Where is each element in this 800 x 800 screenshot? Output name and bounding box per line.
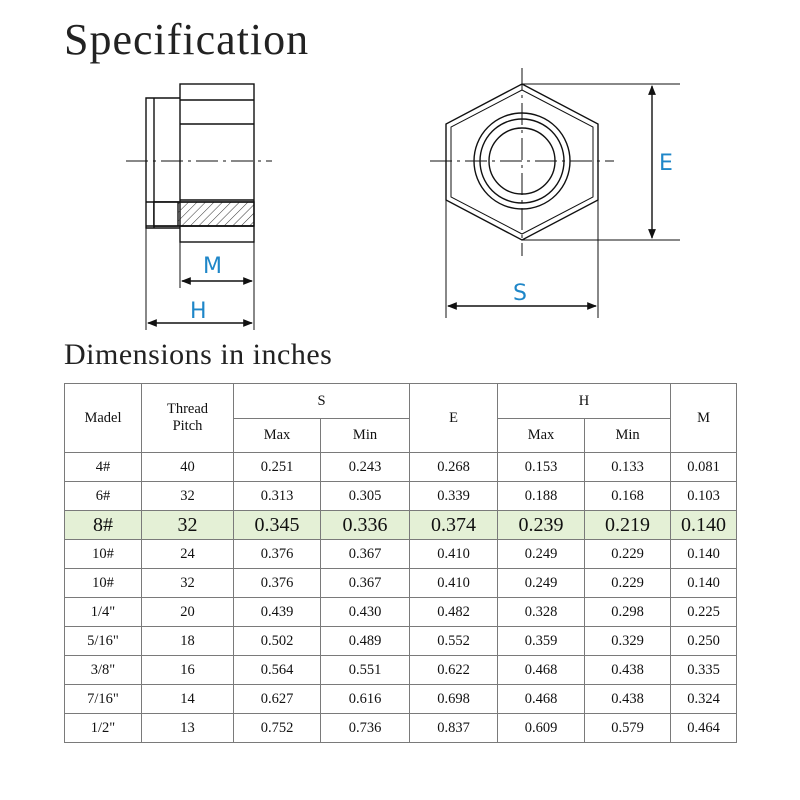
cell-pitch: 20 (142, 598, 234, 627)
cell-s-min: 0.367 (321, 569, 410, 598)
cell-s-min: 0.305 (321, 482, 410, 511)
header-h-max: Max (498, 419, 585, 453)
cell-model: 7/16" (65, 685, 142, 714)
cell-s-min: 0.243 (321, 453, 410, 482)
cell-s-max: 0.502 (234, 627, 321, 656)
cell-model: 10# (65, 540, 142, 569)
cell-m: 0.324 (671, 685, 737, 714)
cell-m: 0.103 (671, 482, 737, 511)
cell-h-max: 0.188 (498, 482, 585, 511)
cell-m: 0.140 (671, 540, 737, 569)
cell-s-max: 0.376 (234, 540, 321, 569)
cell-s-min: 0.489 (321, 627, 410, 656)
m-label: M (203, 254, 222, 279)
dimensions-table (64, 383, 737, 743)
cell-h-min: 0.229 (585, 569, 671, 598)
cell-s-min: 0.616 (321, 685, 410, 714)
nut-front-view (430, 68, 680, 318)
cell-h-min: 0.219 (585, 511, 671, 540)
header-s-min: Min (321, 419, 410, 453)
cell-pitch: 40 (142, 453, 234, 482)
cell-m: 0.225 (671, 598, 737, 627)
table-header-row (65, 384, 737, 419)
cell-s-min: 0.336 (321, 511, 410, 540)
page-title: Specification (64, 15, 310, 64)
cell-pitch: 16 (142, 656, 234, 685)
cell-s-max: 0.376 (234, 569, 321, 598)
cell-s-max: 0.752 (234, 714, 321, 743)
header-h-min: Min (585, 419, 671, 453)
table-row (65, 482, 737, 511)
header-m: M (671, 384, 737, 453)
cell-s-min: 0.430 (321, 598, 410, 627)
e-label: E (659, 151, 673, 176)
cell-model: 1/4" (65, 598, 142, 627)
h-label: H (190, 299, 207, 324)
cell-model: 6# (65, 482, 142, 511)
cell-model: 3/8" (65, 656, 142, 685)
cell-h-max: 0.153 (498, 453, 585, 482)
cell-e: 0.410 (410, 569, 498, 598)
header-model: Madel (65, 384, 142, 453)
nut-technical-drawing (0, 0, 800, 340)
cell-s-min: 0.736 (321, 714, 410, 743)
cell-pitch: 32 (142, 569, 234, 598)
cell-s-max: 0.345 (234, 511, 321, 540)
header-e: E (410, 384, 498, 453)
cell-s-max: 0.313 (234, 482, 321, 511)
cell-m: 0.081 (671, 453, 737, 482)
cell-h-min: 0.579 (585, 714, 671, 743)
cell-model: 1/2" (65, 714, 142, 743)
cell-s-max: 0.627 (234, 685, 321, 714)
cell-s-max: 0.251 (234, 453, 321, 482)
cell-pitch: 18 (142, 627, 234, 656)
table-row (65, 598, 737, 627)
cell-e: 0.268 (410, 453, 498, 482)
table-row (65, 685, 737, 714)
cell-h-max: 0.328 (498, 598, 585, 627)
table-row (65, 511, 737, 540)
cell-e: 0.552 (410, 627, 498, 656)
table-row (65, 627, 737, 656)
cell-h-max: 0.239 (498, 511, 585, 540)
table-row (65, 714, 737, 743)
nut-side-view (126, 84, 272, 330)
header-s-max: Max (234, 419, 321, 453)
cell-h-max: 0.468 (498, 685, 585, 714)
cell-s-min: 0.551 (321, 656, 410, 685)
cell-m: 0.464 (671, 714, 737, 743)
cell-h-min: 0.133 (585, 453, 671, 482)
cell-m: 0.140 (671, 511, 737, 540)
cell-h-max: 0.359 (498, 627, 585, 656)
cell-model: 10# (65, 569, 142, 598)
cell-h-max: 0.609 (498, 714, 585, 743)
header-thread-pitch (142, 384, 234, 453)
cell-m: 0.140 (671, 569, 737, 598)
cell-e: 0.374 (410, 511, 498, 540)
cell-s-min: 0.367 (321, 540, 410, 569)
cell-h-max: 0.249 (498, 569, 585, 598)
cell-h-min: 0.438 (585, 685, 671, 714)
cell-model: 8# (65, 511, 142, 540)
cell-model: 4# (65, 453, 142, 482)
cell-h-min: 0.168 (585, 482, 671, 511)
section-heading: Dimensions in inches (64, 338, 333, 371)
cell-pitch: 32 (142, 511, 234, 540)
header-thread-pitch-line2: Pitch (172, 418, 203, 434)
cell-e: 0.410 (410, 540, 498, 569)
cell-s-max: 0.564 (234, 656, 321, 685)
table-row (65, 540, 737, 569)
cell-e: 0.622 (410, 656, 498, 685)
s-label: S (513, 281, 527, 306)
cell-pitch: 32 (142, 482, 234, 511)
cell-e: 0.339 (410, 482, 498, 511)
cell-pitch: 14 (142, 685, 234, 714)
cell-e: 0.837 (410, 714, 498, 743)
cell-m: 0.250 (671, 627, 737, 656)
table-row (65, 569, 737, 598)
cell-m: 0.335 (671, 656, 737, 685)
table-row (65, 453, 737, 482)
cell-pitch: 13 (142, 714, 234, 743)
header-h: H (498, 384, 671, 419)
cell-h-max: 0.468 (498, 656, 585, 685)
table-row (65, 656, 737, 685)
cell-pitch: 24 (142, 540, 234, 569)
cell-h-min: 0.298 (585, 598, 671, 627)
header-s: S (234, 384, 410, 419)
cell-h-min: 0.438 (585, 656, 671, 685)
cell-s-max: 0.439 (234, 598, 321, 627)
cell-h-min: 0.229 (585, 540, 671, 569)
cell-model: 5/16" (65, 627, 142, 656)
cell-e: 0.698 (410, 685, 498, 714)
cell-h-min: 0.329 (585, 627, 671, 656)
cell-e: 0.482 (410, 598, 498, 627)
header-thread-pitch-line1: Thread (166, 401, 209, 417)
cell-h-max: 0.249 (498, 540, 585, 569)
